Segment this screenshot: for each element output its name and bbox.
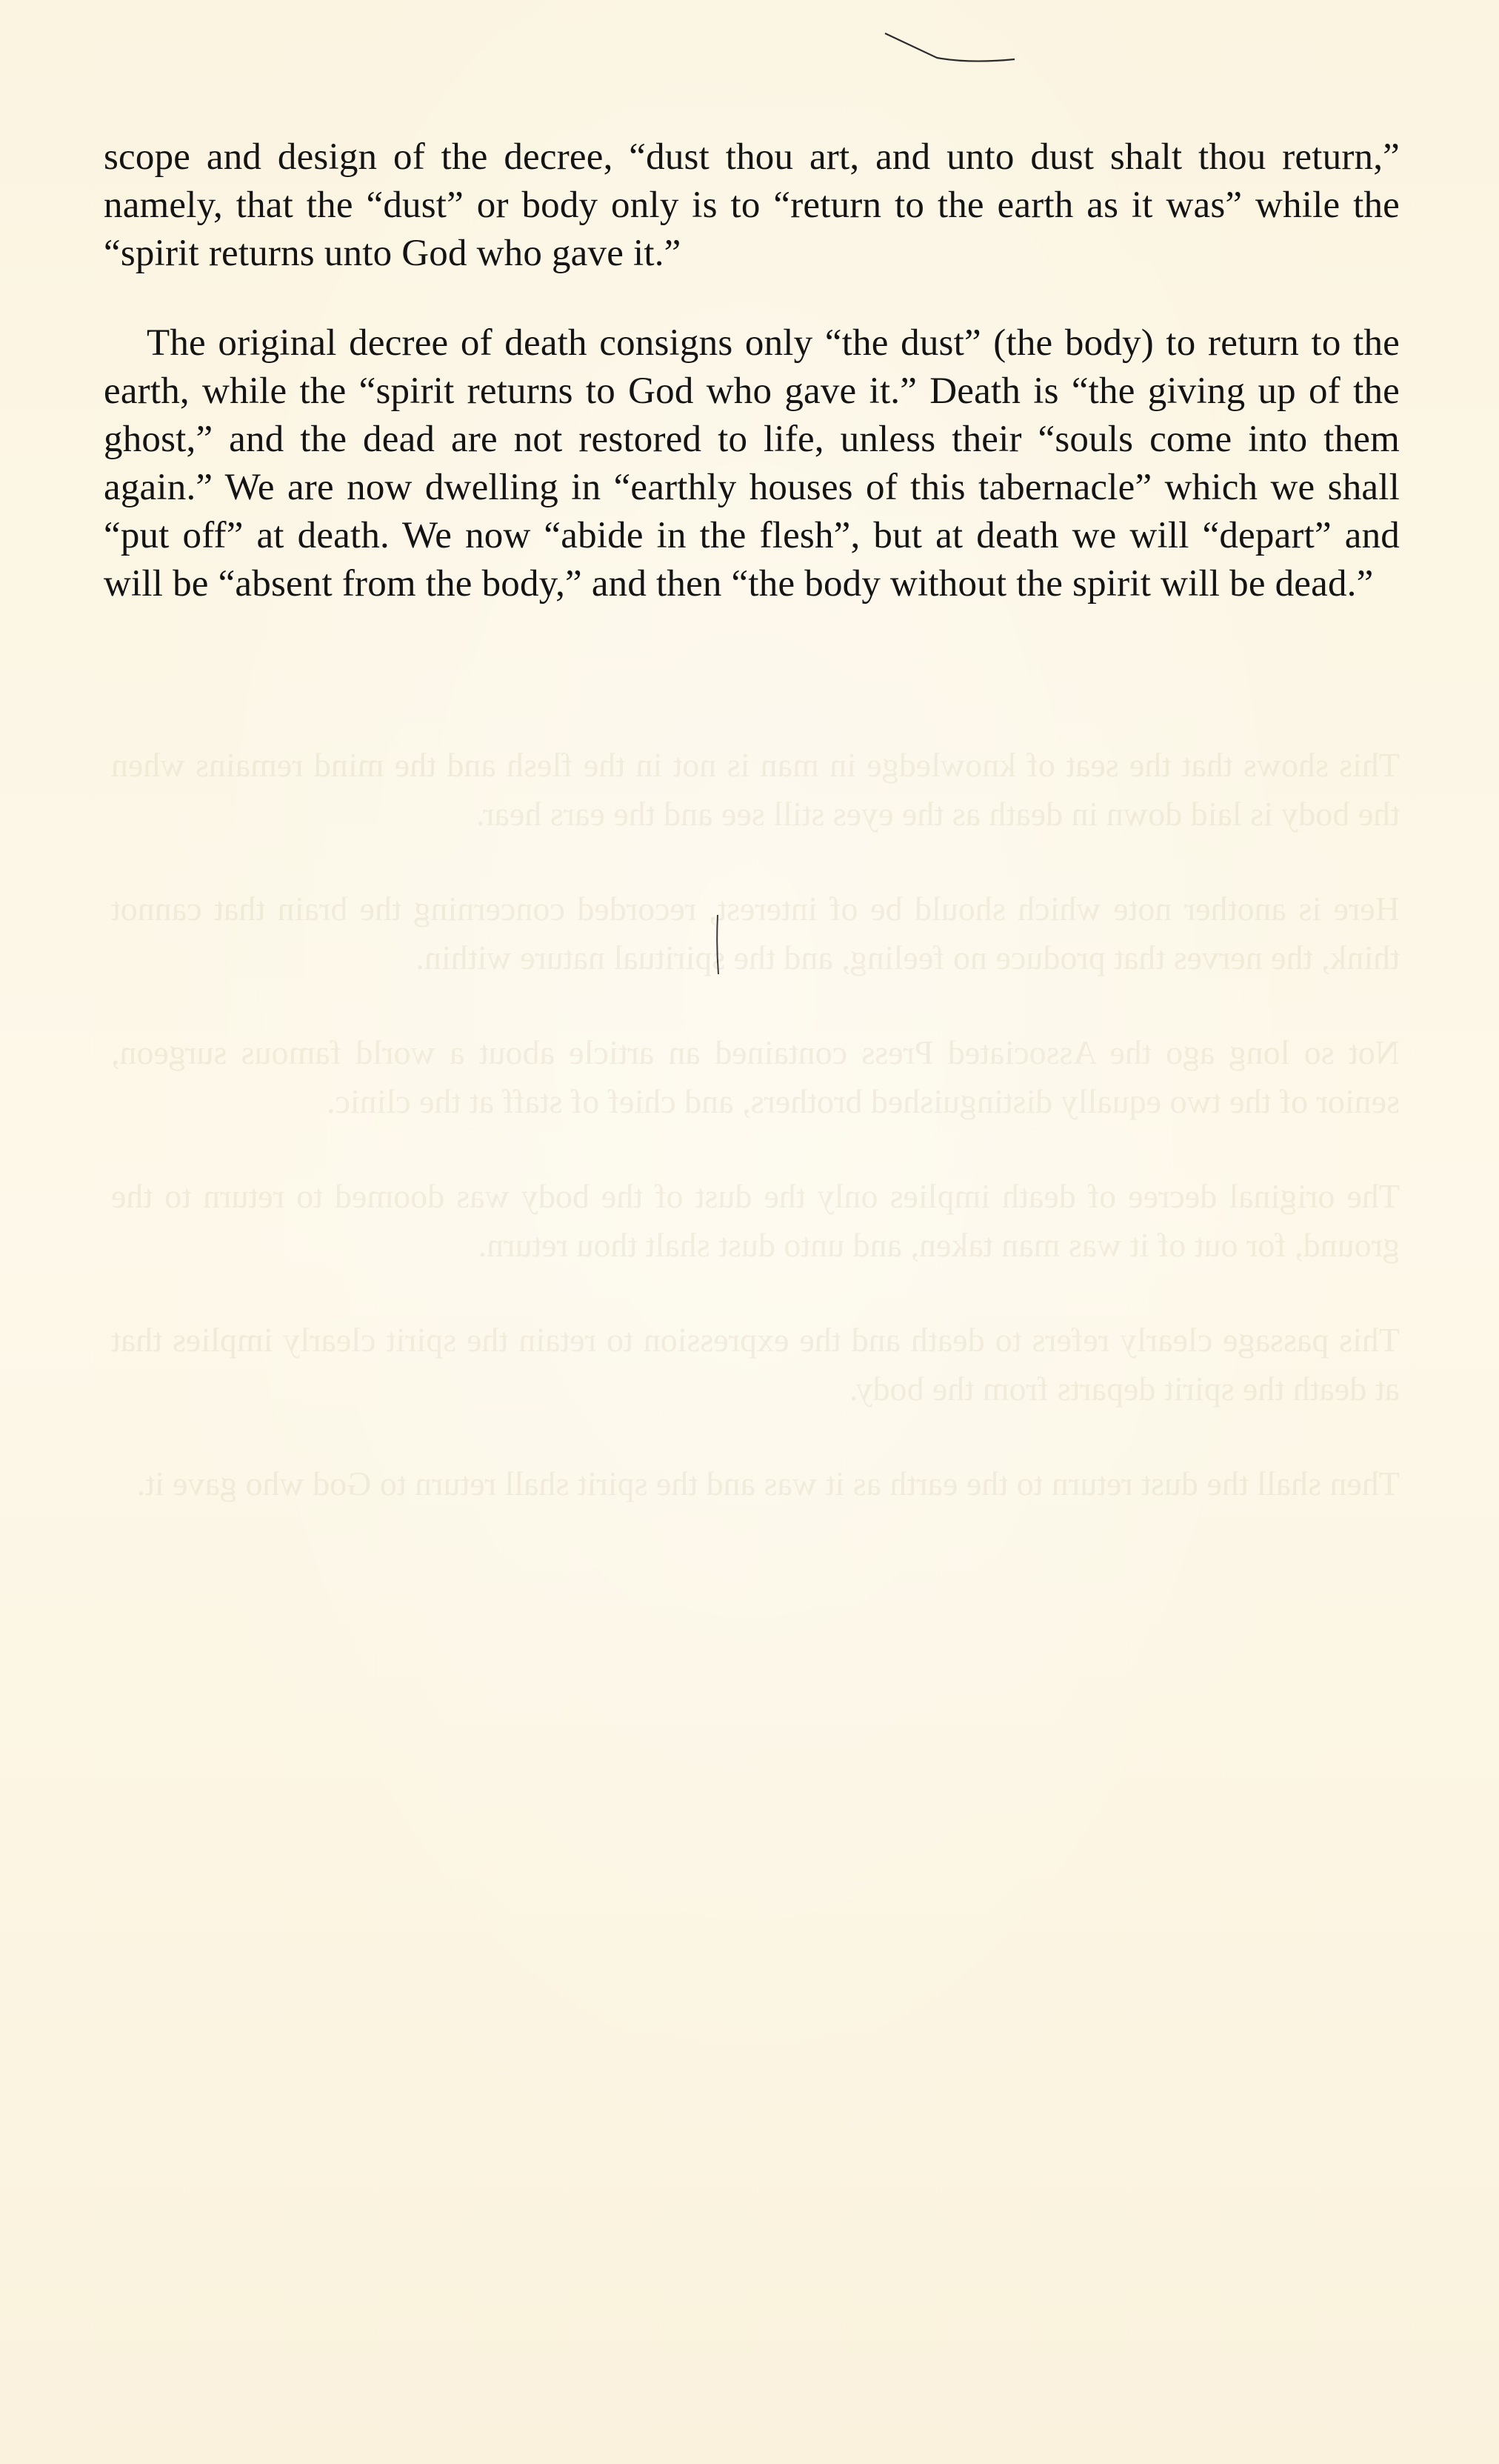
body-text	[104, 133, 1400, 608]
paragraph-2: The original decree of death consigns only “the dust” (the body) to return to the earth, while the “spirit returns to God who gave it.” Death is “the giving up of the ghost,” and the dead are not restored to life, unless their “souls come into them again.” We are now dwelling in “earthly houses of this tabernacle” which we shall “put off” at death. We now “abide in the flesh”, but at death we will “depart” and will be “absent from the body,” and then “the body without the spirit will be dead.”	[104, 322, 1400, 605]
printer-rule-mark	[881, 30, 1022, 67]
paragraph-1: scope and design of the decree, “dust thou art, and unto dust shalt thou return,” namely, that the “dust” or body only is to “return to the earth as it was” while the “spirit returns unto God who gave it.”	[104, 136, 1400, 274]
show-through-text: This shows that the seat of knowledge in man is not in the flesh and the mind remains when the body is laid down in death as the eyes still see and the ears hear. Here is another note which should be of interest, recorded concerning the brain that cannot think, the nerves that produce no feeling, and the spiritual nature within. Not so long ago the Associated Press contained an article about a world famous surgeon, senior of the two equally distinguished brothers, and chief of staff at the clinic. The original decree of death implies only the dust of the body was doomed to return to the ground, for out of it was man taken, and unto dust shalt thou return. This passage clearly refers to death and the expression to retain the spirit clearly implies that at death the spirit departs from the body. Then shall the dust return to the earth as it was and the spirit shall return to God who gave it.	[111, 746, 1400, 1502]
stray-pen-mark	[715, 915, 720, 974]
